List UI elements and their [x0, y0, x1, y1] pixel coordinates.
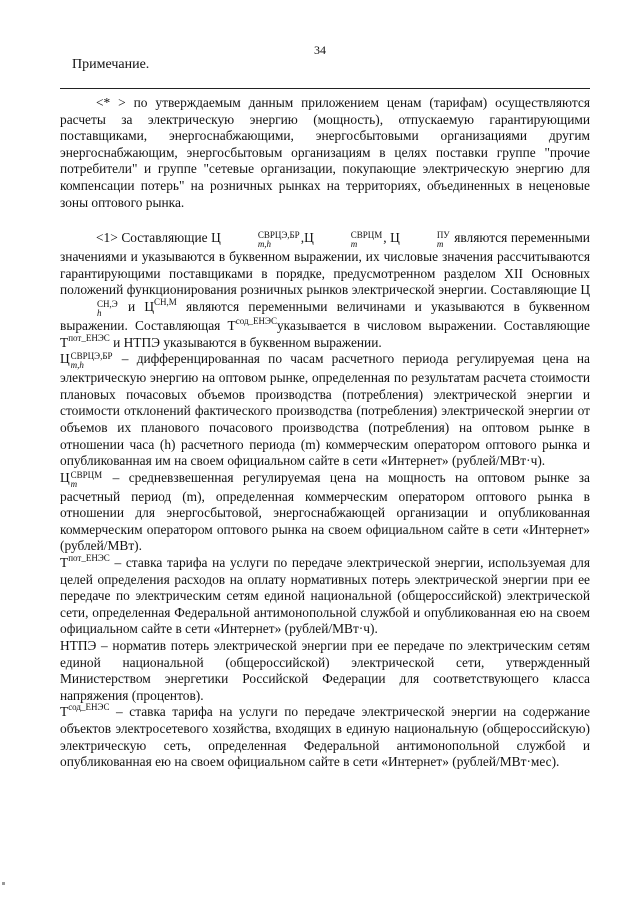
symbol-c-pu: Ц ПУ m [390, 230, 450, 250]
star-note-paragraph [60, 95, 590, 211]
note-1-paragraph: <1> Составляющие Ц СВРЦЭ,БР m,h ,Ц СВРЦМ m , Ц ПУ m являются переменными значениями и указываются в буквенном выражении, их числовые значения рассчитываются гарантирующими поставщиками в порядке, предусмотренном разделом XII Основных положений функционирования розничных рынков электрической энергии. Составляющие Ц СН,Э h и $Ц^{СН,М}$ являются переменными величинами и указываются в буквенном выражении. Составляющая $Т^{сод\_ЕНЭС}указывается$ в числовом выражении. Составляющие $Т^{пот\_ЕНЭС}$ и НТПЭ указываются в буквенном выражении. [60, 230, 590, 350]
note-heading: Примечание. [72, 57, 150, 72]
symbol-c-svrce-br: Ц СВРЦЭ,БР m,h [60, 351, 113, 371]
note-1-text-3: указывается в числовом выражении. Составляющие [276, 317, 590, 333]
definition-t-sod-enes: $Т^{сод\_ЕНЭС}$ – ставка тарифа на услуги по передаче электрической энергии на содержание объектов электросетевого хозяйства, входящих в единую национальную (общероссийскую) электрическую сеть, определенная Федеральной антимонопольной службой и опубликованная ею на своем официальном сайте в сети «Интернет» (рублей/МВт·мес). [60, 702, 590, 770]
star-note-marker: <* > [96, 95, 126, 110]
scan-speck [2, 882, 5, 885]
definition-ntpe: НТПЭ – норматив потерь электрической энергии при ее передаче по электрическим сетям единой национальной (общероссийской) электрической сети, утвержденный Министерством энергетики Российской Федерации для соответствующего класса напряжения (процентов). [60, 638, 590, 703]
symbol-c-svrcm: Ц СВРЦМ m [60, 469, 103, 489]
symbol-t-pot-enes: $Т^{пот\_ЕНЭС}$ [60, 553, 110, 571]
note-1-text-4: и НТПЭ указываются в буквенном выражении. [113, 334, 382, 350]
horizontal-rule [60, 88, 590, 89]
star-note-text: по утверждаемым данным приложением ценам (тарифам) осуществляются расчеты за электрическую энергию (мощность), отпускаемую гарантирующими поставщиками, энергоснабжающими, энергосбытовыми организациями другим энергоснабжающим, энергосбытовым организациям в целях поставки группе "прочие потребители" и группе "сетевые организации, покупающие электрическую энергию для компенсации потерь" на розничных рынках на территориях, объединенных в неценовые зоны оптового рынка. [60, 95, 590, 210]
document-body [60, 95, 590, 771]
symbol-c-svrce-br: Ц СВРЦЭ,БР m,h [211, 230, 300, 250]
note-1-lead: <1> Составляющие [96, 230, 208, 246]
definition-t-pot-enes: $Т^{пот\_ЕНЭС}$ – ставка тарифа на услуги по передаче электрической энергии, используемая для целей определения расходов на оплату нормативных потерь электрической энергии при ее передаче по электрическим сетям единой национальной (общероссийской) электрической сети, определенная Федеральной антимонопольной службой и опубликованная ею на своем официальном сайте в сети «Интернет» (рублей/МВт·ч). [60, 553, 590, 637]
note-1-text-2: являются переменными величинами и указываются в буквенном выражении. Составляющая [60, 298, 590, 333]
symbol-t-sod-enes: $Т^{сод\_ЕНЭС}$ [227, 315, 277, 333]
note-1-text-1: являются переменными значениями и указываются в буквенном выражении, их числовые значения рассчитываются гарантирующими поставщиками в порядке, предусмотренном разделом XII Основных положений функционирования розничных рынков электрической энергии. Составляющие [60, 230, 590, 298]
symbol-t-sod-enes: $Т^{сод\_ЕНЭС}$ [60, 702, 110, 720]
symbol-c-sn-e: Ц СН,Э h [97, 282, 590, 318]
symbol-c-sn-m: $Ц^{СН,М}$ [144, 296, 177, 314]
symbol-c-svrcm: Ц СВРЦМ m [304, 230, 383, 250]
symbol-t-pot-enes: $Т^{пот\_ЕНЭС}$ [60, 332, 110, 350]
definition-c-svrce-br: Ц СВРЦЭ,БР m,h – дифференцированная по часам расчетного периода регулируемая цена на электрическую энергию на оптовом рынке, определенная по результатам расчета стоимости плановых почасовых объемов производства (потребления) электрической энергии и стоимости отклонений фактического производства (потребления) электрической энергии от объемов их планового почасового производства (потребления) на оптовом рынке в отношении часа (h) расчетного периода (m) коммерческим оператором оптового рынка и опубликованная им на своем официальном сайте в сети «Интернет» (рублей/МВт·ч). [60, 351, 590, 469]
definition-c-svrcm: Ц СВРЦМ m – средневзвешенная регулируемая цена на мощность на оптовом рынке за расчетный период (m), определенная коммерческим оператором оптового рынка в отношении для энергосбытовой, энергоснабжающей организации и опубликованная коммерческим оператором оптового рынка на своем официальном сайте в сети «Интернет» (рублей/МВт). [60, 469, 590, 554]
page-number: 34 [314, 43, 326, 57]
